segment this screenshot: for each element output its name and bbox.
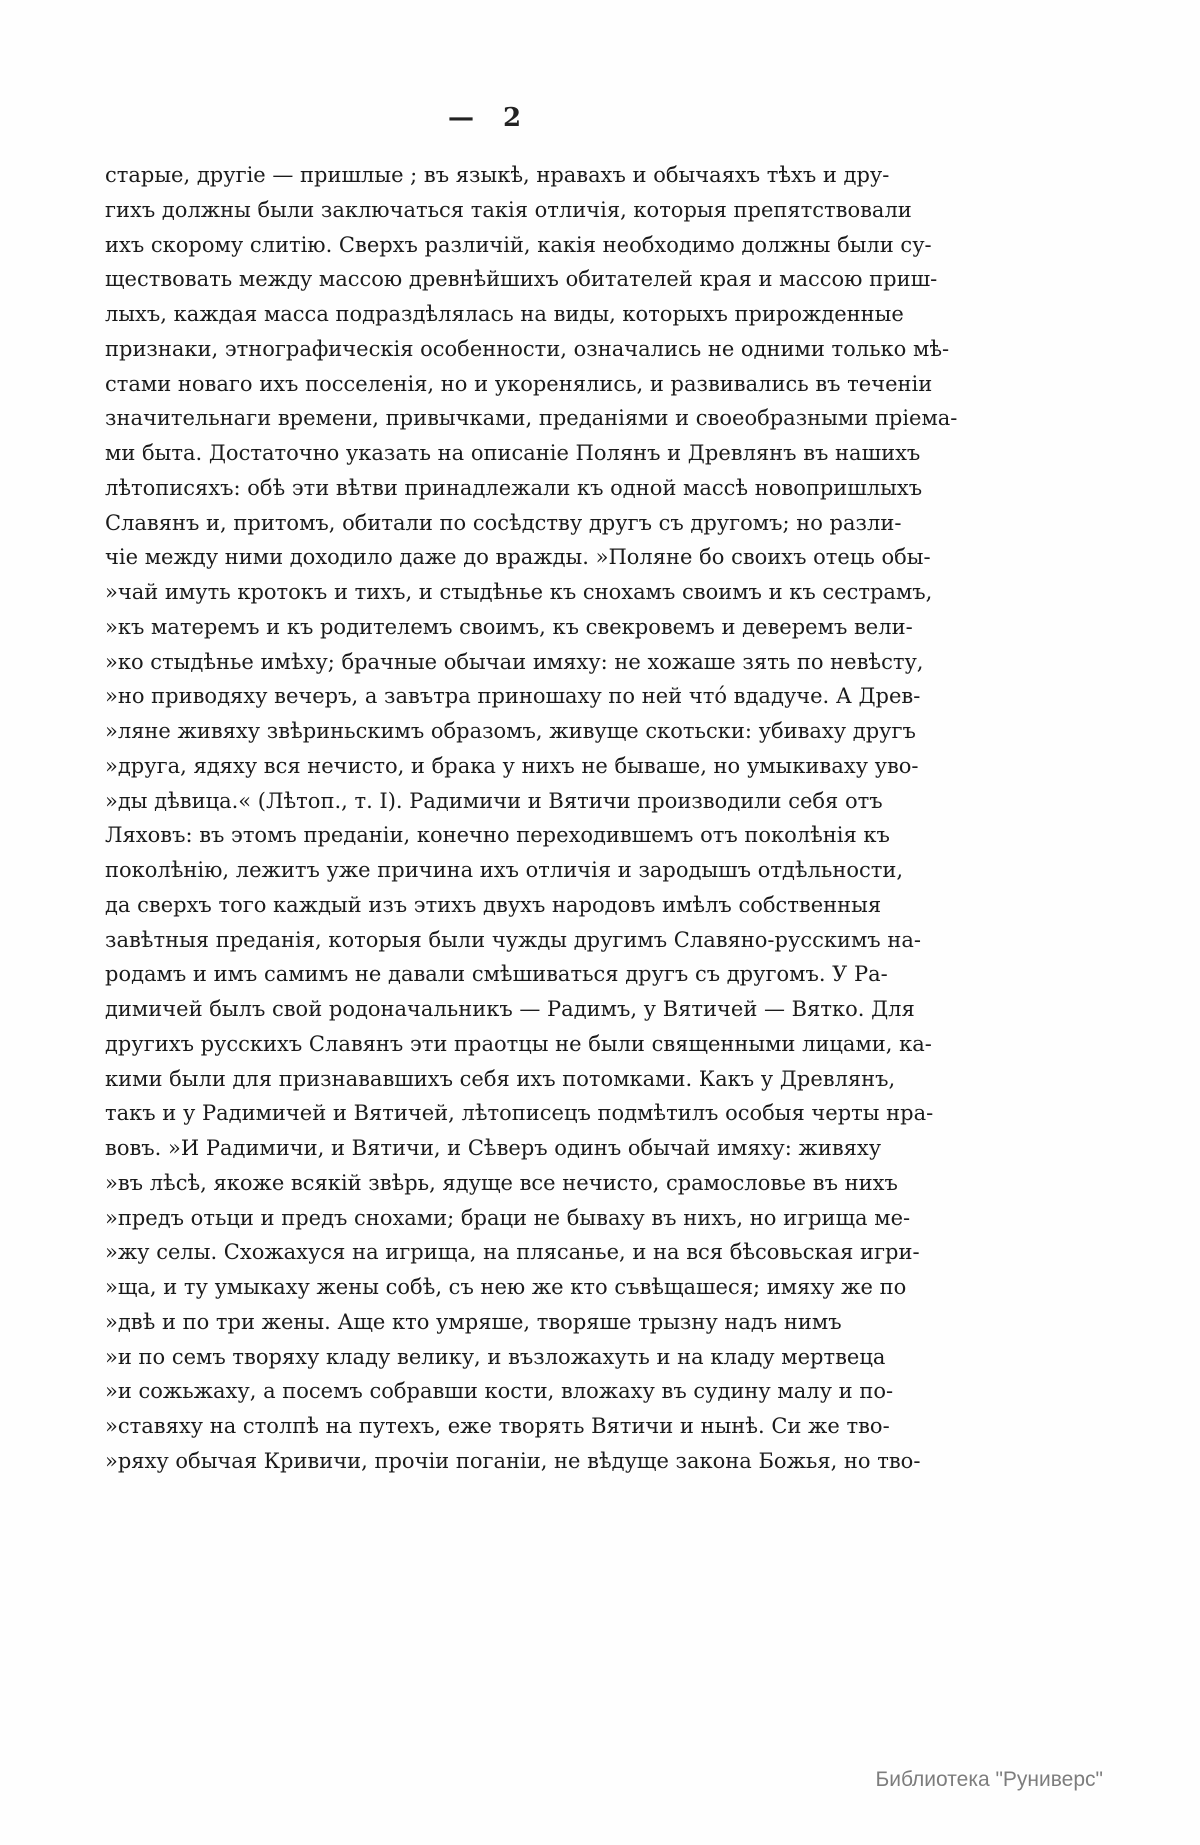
text-line: поколѣнію, лежитъ уже причина ихъ отличія и зародышъ отдѣльности, (105, 858, 904, 882)
text-line: »къ матеремъ и къ родителемъ своимъ, къ свекровемъ и деверемъ вели- (105, 614, 913, 639)
text-line: »ляне живяху звѣриньскимъ образомъ, живуще скотьски: убиваху другъ (105, 719, 916, 743)
text-line: »и по семъ творяху кладу велику, и възложахуть и на кладу мертвеца (105, 1344, 886, 1369)
text-line: ществовать между массою древнѣйшихъ обитателей края и массою приш- (105, 267, 938, 292)
text-line: димичей былъ свой родоначальникъ — Радимъ, у Вятичей — Вятко. Для (105, 997, 915, 1021)
text-line: »ща, и ту умыкаху жены собѣ, съ нею же кто съвѣщашеся; имяху же по (105, 1275, 907, 1299)
text-line: »въ лѣсѣ, якоже всякій звѣрь, ядуще все нечисто, срамословье въ нихъ (105, 1170, 898, 1195)
text-line: стами новаго ихъ посселенія, но и укоренялись, и развивались въ теченіи (105, 371, 933, 396)
text-line: »двѣ и по три жены. Аще кто умряше, творяше трызну надъ нимъ (105, 1309, 842, 1334)
header-dash: — (447, 103, 475, 133)
library-watermark: Библиотека "Руниверс" (875, 1768, 1103, 1791)
text-line: »жу селы. Схожахуся на игрища, на плясанье, и на вся бѣсовьская игри- (105, 1240, 920, 1265)
text-line: »ды дѣвица.« (Лѣтоп., т. I). Радимичи и Вятичи производили себя отъ (105, 788, 883, 813)
text-line: »ставяху на столпѣ на путехъ, еже творять Вятичи и нынѣ. Си же тво- (105, 1414, 890, 1438)
page-number: 2 (502, 103, 523, 133)
text-line: чіе между ними доходило даже до вражды. »Поляне бо своихъ отець обы- (105, 545, 931, 570)
text-line: такъ и у Радимичей и Вятичей, лѣтописецъ подмѣтилъ особыя черты нра- (105, 1101, 934, 1126)
text-line: ми быта. Достаточно указать на описаніе Полянъ и Древлянъ въ нашихъ (105, 441, 921, 465)
text-line: завѣтныя преданія, которыя были чужды другимъ Славяно-русскимъ на- (105, 927, 921, 952)
text-line: »и сожьжаху, а посемъ собравши кости, вложаху въ судину малу и по- (105, 1379, 894, 1404)
text-line: другихъ русскихъ Славянъ эти праотцы не были священными лицами, ка- (105, 1031, 932, 1056)
text-line: кими были для признававшихъ себя ихъ потомками. Какъ у Древлянъ, (105, 1066, 896, 1091)
text-line: вовъ. »И Радимичи, и Вятичи, и Сѣверъ одинъ обычай имяху: живяху (105, 1136, 882, 1160)
text-line: гихъ должны были заключаться такія отличія, которыя препятствовали (105, 197, 912, 222)
text-line: »ряху обычая Кривичи, прочіи поганіи, не вѣдуще закона Божья, но тво- (105, 1448, 921, 1473)
text-line: ихъ скорому слитію. Сверхъ различій, какія необходимо должны были су- (105, 232, 932, 257)
text-line: »друга, ядяху вся нечисто, и брака у нихъ не бываше, но умыкиваху уво- (105, 753, 919, 778)
text-line: »но приводяху вечеръ, а завътра приношаху по ней что́ вдадуче. А Древ- (105, 684, 921, 709)
text-line: значительнаги времени, привычками, преданіями и своеобразными пріема- (105, 406, 958, 431)
text-line: лѣтописяхъ: обѣ эти вѣтви принадлежали къ одной массѣ новопришлыхъ (105, 475, 923, 500)
body-text (105, 158, 1020, 1479)
text-line: признаки, этнографическія особенности, означались не одними только мѣ- (105, 336, 950, 361)
page-header (105, 103, 865, 133)
text-line: »предъ отьци и предъ снохами; браци не бываху въ нихъ, но игрища ме- (105, 1205, 911, 1230)
text-line: лыхъ, каждая масса подраздѣлялась на виды, которыхъ прирожденные (105, 302, 904, 326)
text-line: родамъ и имъ самимъ не давали смѣшиваться другъ съ другомъ. У Ра- (105, 962, 888, 987)
text-line: Ляховъ: въ этомъ преданіи, конечно переходившемъ отъ поколѣнія къ (105, 823, 890, 848)
text-line: да сверхъ того каждый изъ этихъ двухъ народовъ имѣлъ собственныя (105, 892, 882, 917)
text-line: »чай имуть кротокъ и тихъ, и стыдѣнье къ снохамъ своимъ и къ сестрамъ, (105, 580, 933, 604)
text-line: Славянъ и, притомъ, обитали по сосѣдству другъ съ другомъ; но разли- (105, 510, 902, 535)
text-line: старые, другіе — пришлые ; въ языкѣ, нравахъ и обычаяхъ тѣхъ и дру- (105, 163, 890, 187)
text-line: »ко стыдѣнье имѣху; брачные обычаи имяху: не хожаше зять по невѣсту, (105, 649, 924, 674)
